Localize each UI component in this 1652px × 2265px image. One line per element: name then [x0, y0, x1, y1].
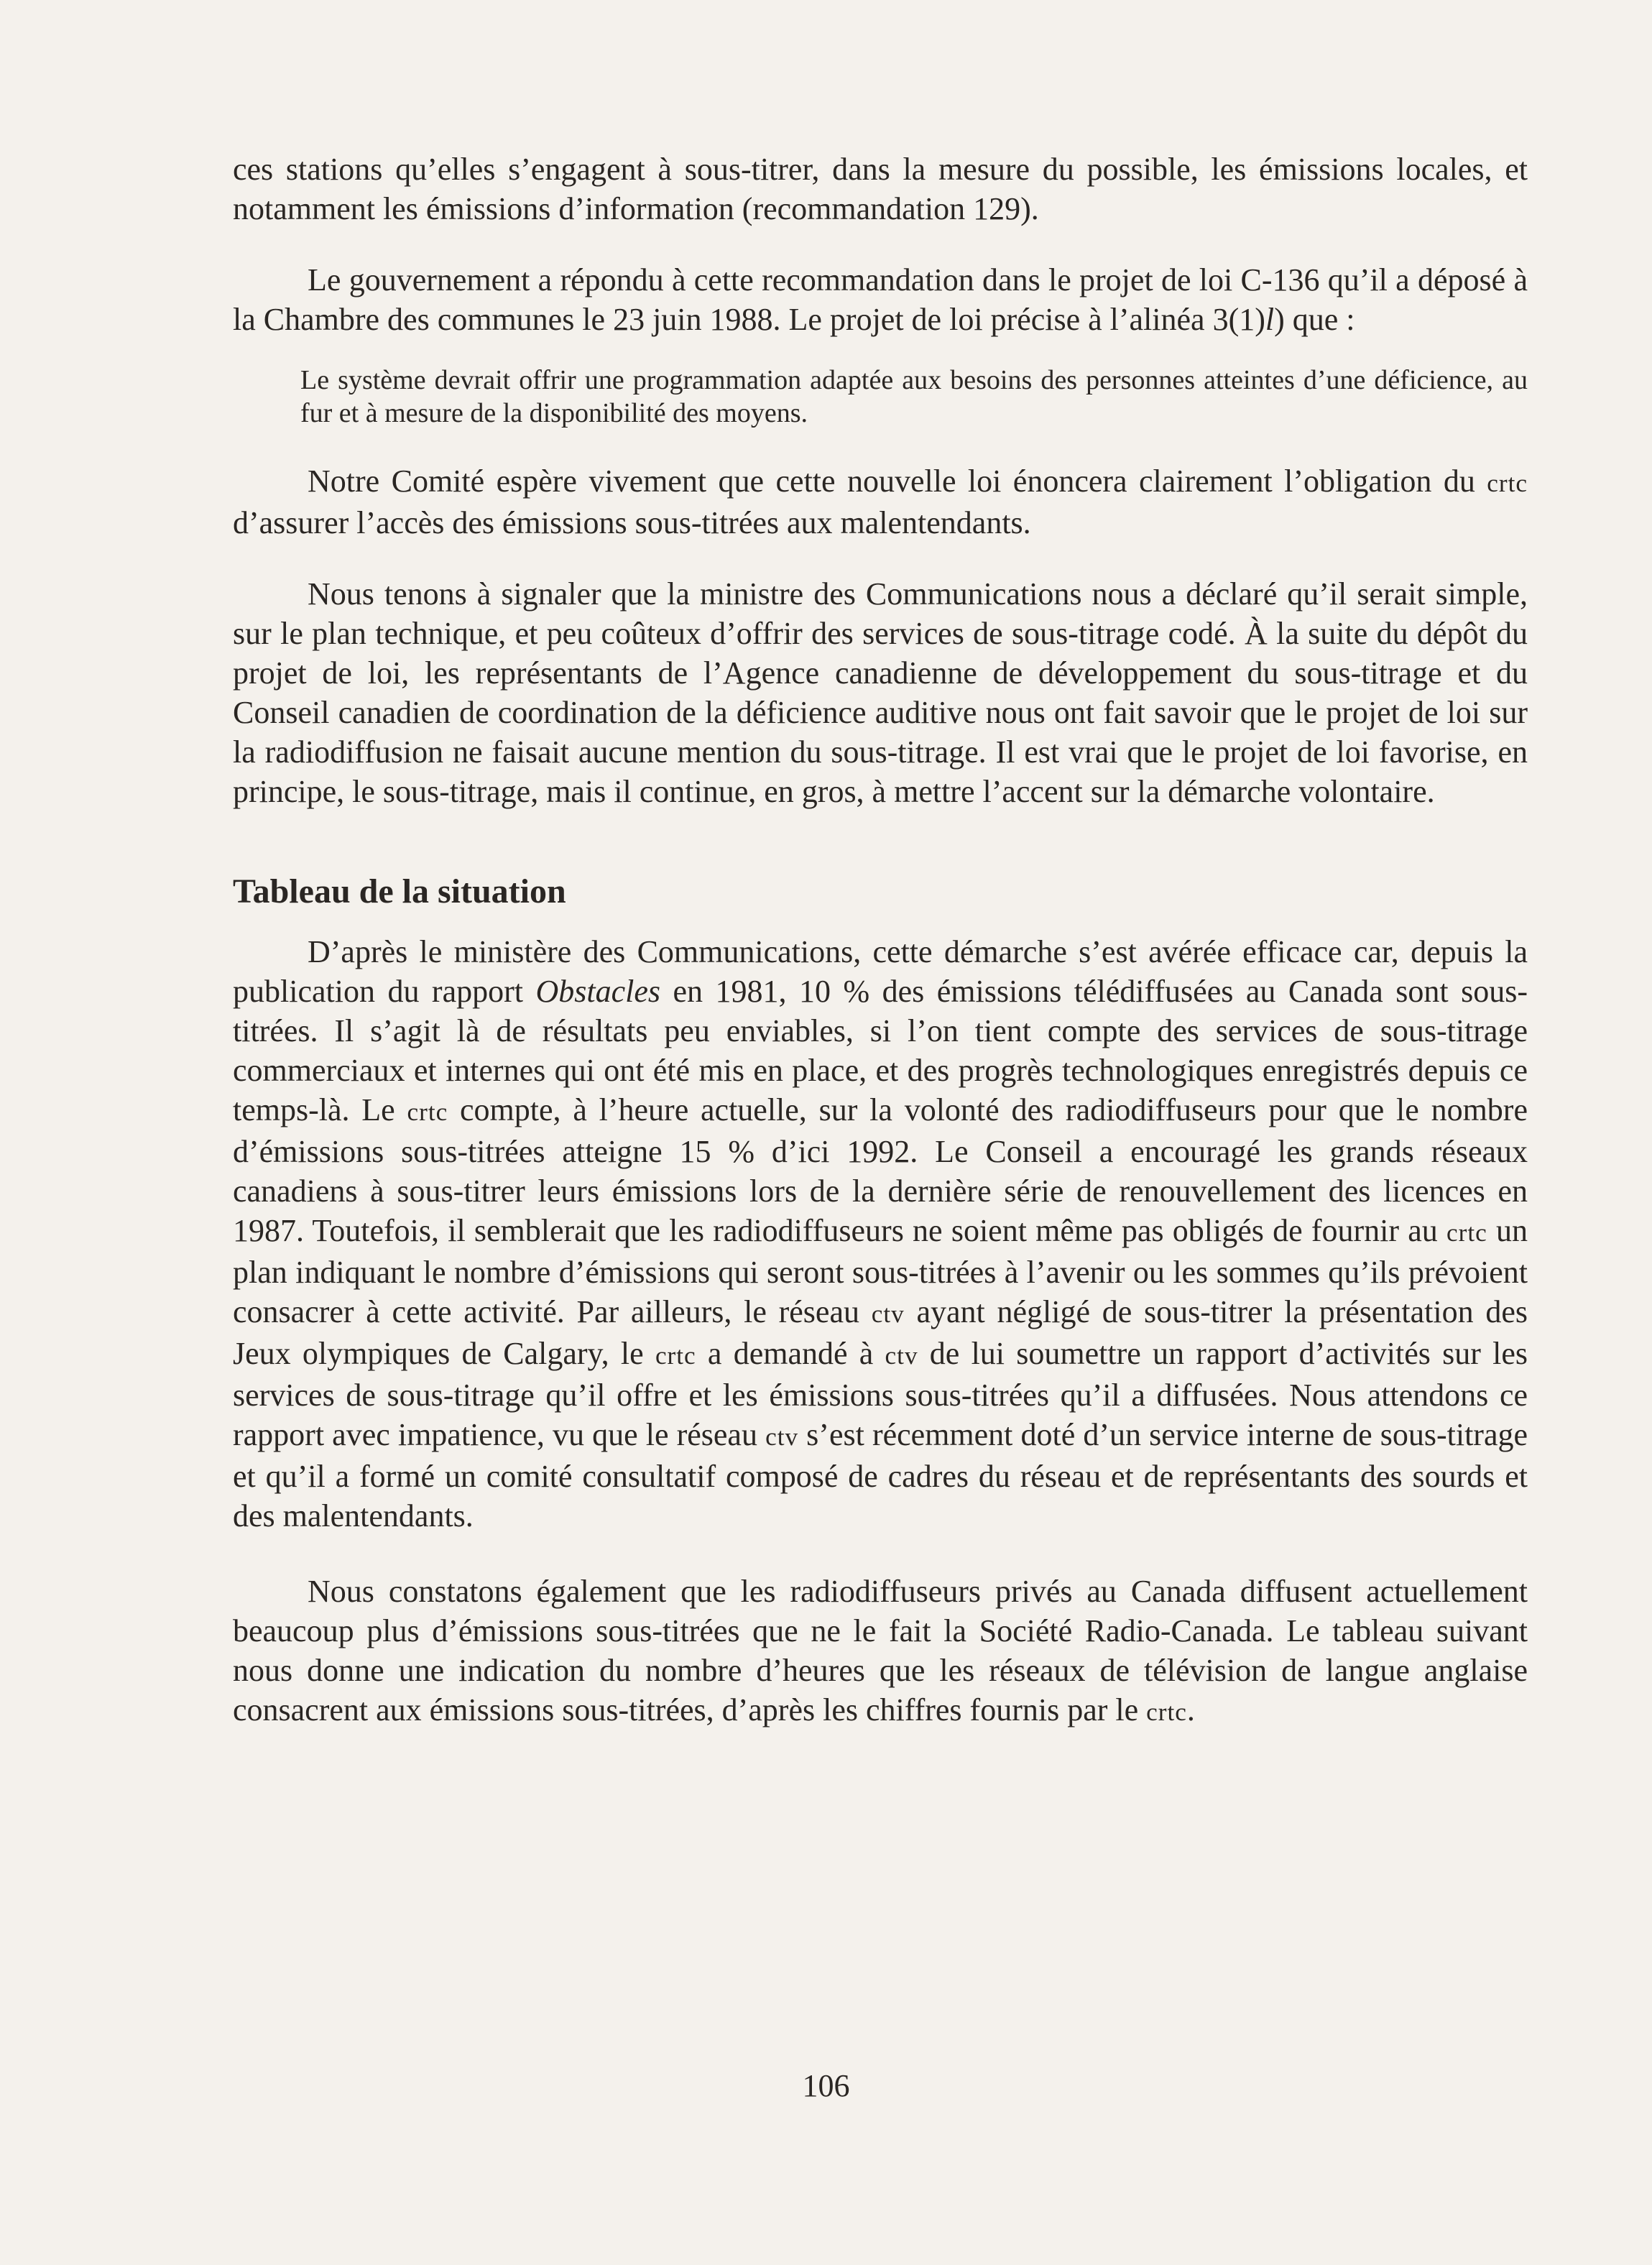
paragraph-text: d’assurer l’accès des émissions sous-titrées aux malentendants.	[233, 505, 1031, 540]
page-number: 106	[802, 2068, 850, 2103]
abbreviation-crtc: crtc	[1446, 1219, 1487, 1247]
paragraph-text: ayant négligé de sous-titrer la présentation des Jeux olympiques de Calgary, le	[233, 1294, 1528, 1371]
italic-letter: l	[1265, 302, 1275, 337]
paragraph-situation	[233, 932, 1528, 1536]
abbreviation-crtc: crtc	[407, 1098, 448, 1126]
paragraph-text: de lui soumettre un rapport d’activités sur les services de sous-titrage qu’il offre et les émissions sous-titrées qu’il a diffusées. Nous attendons ce rapport avec impatience, vu que le réseau	[233, 1336, 1528, 1452]
abbreviation-crtc: crtc	[1487, 469, 1528, 497]
quote-text: Le système devrait offrir une programmation adaptée aux besoins des personnes atteintes d’une déficience, au fur et à mesure de la disponibilité des moyens.	[300, 365, 1528, 428]
abbreviation-ctv: ctv	[871, 1300, 905, 1328]
paragraph-text: ) que :	[1274, 302, 1355, 337]
paragraph-text: Notre Comité espère vivement que cette nouvelle loi énoncera clairement l’obligation du	[308, 463, 1487, 499]
abbreviation-crtc: crtc	[1146, 1698, 1187, 1726]
paragraph-government-response	[233, 260, 1528, 339]
paragraph-text: D’après le ministère des Communications, cette démarche s’est avérée efficace car, depuis la publication du rapport	[233, 934, 1528, 1009]
paragraph-text: Nous constatons également que les radiodiffuseurs privés au Canada diffusent actuellement beaucoup plus d’émissions sous-titrées que ne le fait la Société Radio-Canada. Le tableau suivant nous donne une indication du nombre d’heures que les réseaux de télévision de langue anglaise consacrent aux émissions sous-titrées, d’après les chiffres fournis par le	[233, 1574, 1528, 1727]
paragraph-continuation	[233, 149, 1528, 229]
paragraph-text: compte, à l’heure actuelle, sur la volonté des radiodiffuseurs pour que le nombre d’émissions sous-titrées atteigne 15 % d’ici 1992. Le Conseil a encouragé les grands réseaux canadiens à sous-titrer leurs émissions lors de la dernière série de renouvellement des licences en 1987. Toutefois, il semblerait que les radiodiffuseurs ne soient même pas obligés de fournir au	[233, 1092, 1528, 1248]
paragraph-text: a demandé à	[696, 1336, 885, 1371]
paragraph-committee-hope	[233, 461, 1528, 543]
text-column	[233, 149, 1528, 1732]
paragraph-text: Le gouvernement a répondu à cette recommandation dans le projet de loi C-136 qu’il a déposé à la Chambre des communes le 23 juin 1988. Le projet de loi précise à l’alinéa 3(1)	[233, 262, 1528, 337]
paragraph-text: un plan indiquant le nombre d’émissions qui seront sous-titrées à l’avenir ou les sommes qu’ils prévoient consacrer à cette activité. Par ailleurs, le réseau	[233, 1213, 1528, 1329]
paragraph-text: Nous tenons à signaler que la ministre des Communications nous a déclaré qu’il serait simple, sur le plan technique, et peu coûteux d’offrir des services de sous-titrage codé. À la suite du dépôt du projet de loi, les représentants de l’Agence canadienne de développement du sous-titrage et du Conseil canadien de coordination de la déficience auditive nous ont fait savoir que le projet de loi sur la radiodiffusion ne faisait aucune mention du sous-titrage. Il est vrai que le projet de loi favorise, en principe, le sous-titrage, mais il continue, en gros, à mettre l’accent sur la démarche volontaire.	[233, 576, 1528, 809]
section-heading: Tableau de la situation	[233, 872, 566, 910]
paragraph-text: .	[1186, 1692, 1195, 1727]
paragraph-private-broadcasters	[233, 1572, 1528, 1732]
abbreviation-crtc: crtc	[655, 1342, 696, 1370]
paragraph-minister-statement	[233, 574, 1528, 811]
paragraph-text: en 1981, 10 % des émissions télédiffusées au Canada sont sous-titrées. Il s’agit là de résultats peu enviables, si l’on tient compte des services de sous-titrage commerciaux et internes qui ont été mis en place, et des progrès technologiques enregistrés depuis ce temps-là. Le	[233, 974, 1528, 1127]
abbreviation-ctv: ctv	[885, 1342, 918, 1370]
paragraph-text: s’est récemment doté d’un service interne de sous-titrage et qu’il a formé un comité consultatif composé de cadres du réseau et de représentants des sourds et des malentendants.	[233, 1417, 1528, 1533]
paragraph-text: ces stations qu’elles s’engagent à sous-titrer, dans la mesure du possible, les émissions locales, et notamment les émissions d’information (recommandation 129).	[233, 152, 1528, 226]
abbreviation-ctv: ctv	[765, 1423, 799, 1451]
italic-report-title: Obstacles	[535, 974, 660, 1009]
block-quote	[300, 364, 1528, 430]
